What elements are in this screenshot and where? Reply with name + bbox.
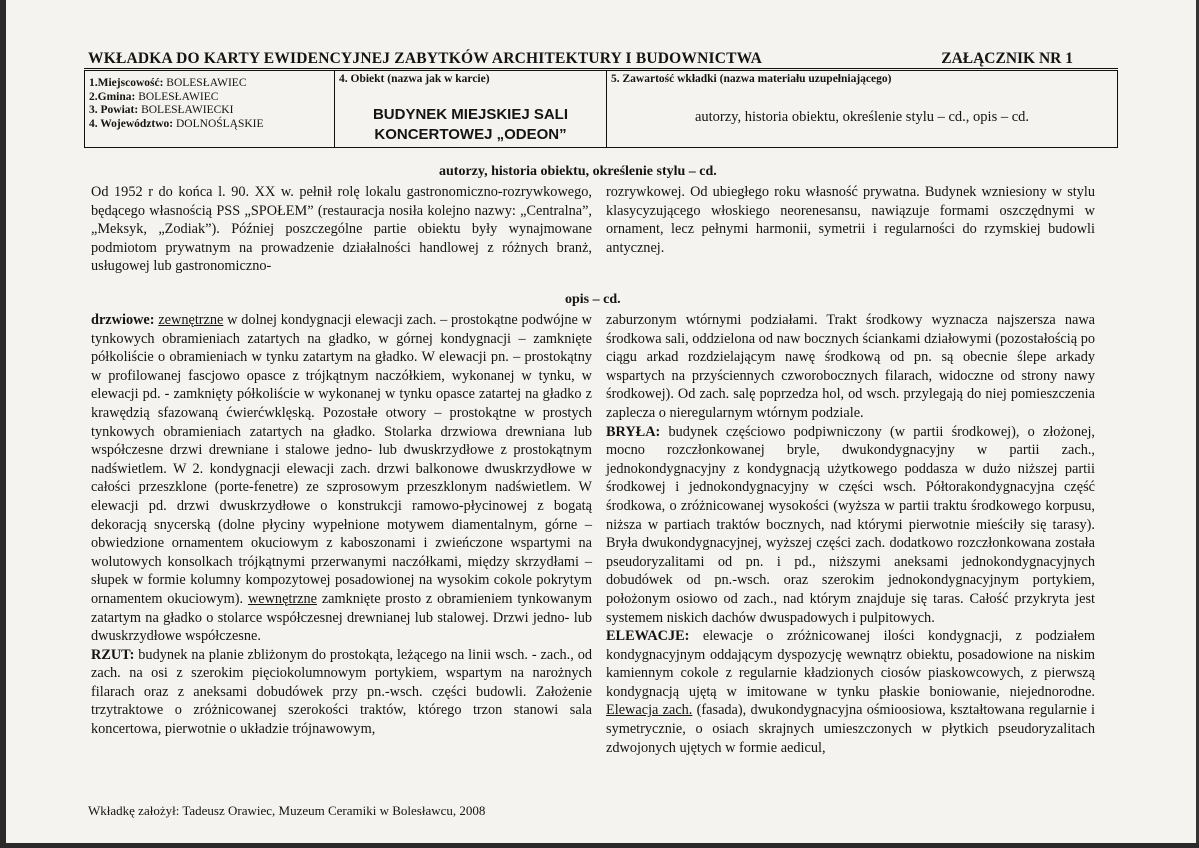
content-label: 5. Zawartość wkładki (nazwa materiału uzupełniającego) [611,73,892,85]
content-value: autorzy, historia obiektu, określenie stylu – cd., opis – cd. [694,109,1030,125]
massing-paragraph: BRYŁA: budynek częściowo podpiwniczony (w partii środkowej), o złożonej, mocno rozczłonkowanej bryle, dwukondygnacyjny w partii zach., jednokondygnacyjny z kondygnacją użytkowego poddasza w dużo niższej partii środkowej i jednokondygnacyjny w części wsch. Półtorakondygnacyjna część środkowa, o zróżnicowanej wysokości (wyższa w partii traktu środkowego korpusu, niższa w partiach traktów bocznych, nad którymi pierwotnie mieściły się tarasy). Bryła dwukondygnacyjnej, wyższej części zach. dodatkowo rozczłonkowana została pseudoryzalitami od pn. i pd., niższymi aneksami jednokondygnacyjnych dobudówek od pn.-wsch. oraz szerokim jednokondygnacyjnym portykiem, położonym osiowo od zach., nad którym znajduje się taras. Całość przykryta jest systemem niskich dachów dwuspadowych i pulpitowych. [606,423,1095,626]
section-history-title: autorzy, historia obiektu, określenie stylu – cd. [439,164,717,179]
interior-paragraph: zaburzonym wtórnymi podziałami. Trakt środkowy wyznacza najszersza nawa środkowa sali, oddzielona od naw bocznych ściankami działowymi (pozostałością po ciągu arkad rozdzielającym nawę środkową od pn. są obecnie ślepe arkady wspartych na przyściennych czworobocznych filarach, widoczne od strony nawy środkowej). Od zach. salę poprzedza hol, od wsch. przylegają do niej pomieszczenia zaplecza o nieregularnym wtórnym podziale. [606,312,1095,421]
section-description-title: opis – cd. [565,292,621,307]
annex-label: ZAŁĄCZNIK NR 1 [941,50,1073,67]
wojewodztwo-row: 4. Województwo: DOLNOŚLĄSKIE [89,117,264,130]
document-title: WKŁADKA DO KARTY EWIDENCYJNEJ ZABYTKÓW ARCHITEKTURY I BUDOWNICTWA [88,50,763,67]
content-cell [607,71,1117,147]
metadata-table [84,70,1118,148]
object-name: BUDYNEK MIEJSKIEJ SALI KONCERTOWEJ „ODEON” [372,106,569,143]
author-footer: Wkładkę założył: Tadeusz Orawiec, Muzeum Ceramiki w Bolesławcu, 2008 [88,803,486,818]
plan-paragraph: RZUT: budynek na planie zbliżonym do prostokąta, leżącego na linii wsch. - zach., od zach. na osi z szerokim pięciokolumnowym portykiem, wspartym na narożnych filarach oraz z aneksami dobudówek przy pn.-wsch. części budowli. Założenie trzytraktowe o zróżnicowanej szerokości traktów, którego trzon stanowi sala koncertowa, pierwotnie o układzie trójnawowym, [91,646,592,738]
description-left-column [91,311,592,739]
header-rule [84,68,1118,69]
history-right-column: rozrywkowej. Od ubiegłego roku własność prywatna. Budynek wzniesiony w stylu klasycyzującego włoskiego neorenesansu, nawiązuje formami oszczędnymi w ornament, lecz pełnymi harmonii, symetrii i regularności do rzymskiej budowli antycznej. [606,184,1095,256]
facades-paragraph: ELEWACJE: elewacje o zróżnicowanej ilości kondygnacji, z podziałem kondygnacyjnym oddającym dyspozycję wewnątrz obiektu, posadowione na niskim kamiennym cokole z regularnie kładzionych ciosów piaskowcowych, z pierwszą kondygnacją ujętą w imitowane w tynku płaskie boniowanie, niejednorodne. Elewacja zach. (fasada), dwukondygnacyjna ośmioosiowa, kształtowana regularnie i symetrycznie, o osiach skrajnych umieszczonych w płytkich pseudoryzalitach zdwojonych ujętych w formie aedicul, [606,628,1095,756]
location-cell [85,71,335,147]
doors-paragraph: drzwiowe: zewnętrzne w dolnej kondygnacji elewacji zach. – prostokątne podwójne w tynkowych obramieniach zatartych na gładko, w górnej kondygnacji – zamknięte półkoliście o obramieniach w tynku zatartym na gładko. W elewacji pn. – prostokątny w profilowanej fascjowo opasce z trójkątnym naczółkiem, wykonanej w tynku, w elewacji pd. - zamknięty półkoliście w wykonanej w tynku opasce zatartej na gładko z krawędzią sfazowaną ćwierćwklęską. Pozostałe otwory – prostokątne w prostych tynkowych obramieniach zatartych na gładko. Stolarka drzwiowa drewniana lub współczesne drzwi drewniane i stalowe jedno- lub dwuskrzydłowe z prostokątnym nadświetlem. W 2. kondygnacji elewacji zach. drzwi balkonowe dwuskrzydłowe w całości przeszklone (porte-fenetre) ze szprosowym przeszklonym nadświetlem. W elewacji pd. drzwi dwuskrzydłowe o konstrukcji ramowo-płycinowej z bogatą dekoracją snycerską (dolne płyciny wypełnione motywem diamentalnym, górne – obwiedzione ornamentem okuciowym z kaboszonami i zwieńczone wspartymi na wolutowych konsolkach trójkątnymi przerwanymi naczółkami, między skrzydłami – słupek w formie kolumny kompozytowej posadowionej na wysokim cokole pokrytym ornamentem okuciowym). wewnętrzne zamknięte prosto z obramieniem tynkowanym zatartym na gładko o stolarce współczesnej drewnianej lub stalowej. Drzwi jedno- lub dwuskrzydłowe współczesne. [91,312,592,645]
scan-edge-bottom [0,843,1199,848]
gmina-row: 2.Gmina: BOLESŁAWIEC [89,90,219,103]
description-right-column [606,311,1095,757]
powiat-row: 3. Powiat: BOLESŁAWIECKI [89,104,234,116]
object-label: 4. Obiekt (nazwa jak w karcie) [339,73,490,85]
scan-edge-left [0,0,6,848]
history-left-column: Od 1952 r do końca l. 90. XX w. pełnił rolę lokalu gastronomiczno-rozrywkowego, będącego własnością PSS „SPOŁEM” (restauracja nosiła kolejno nazwy: „Centralna”, „Meksyk, „Zodiak”). Później poszczególne partie obiektu były wynajmowane podmiotom prywatnym na prowadzenie działalności handlowej z różnych branż, usługowej lub gastronomiczno- [91,184,592,275]
location-row: 1.Miejscowość: BOLESŁAWIEC [89,77,247,89]
object-cell [335,71,607,147]
